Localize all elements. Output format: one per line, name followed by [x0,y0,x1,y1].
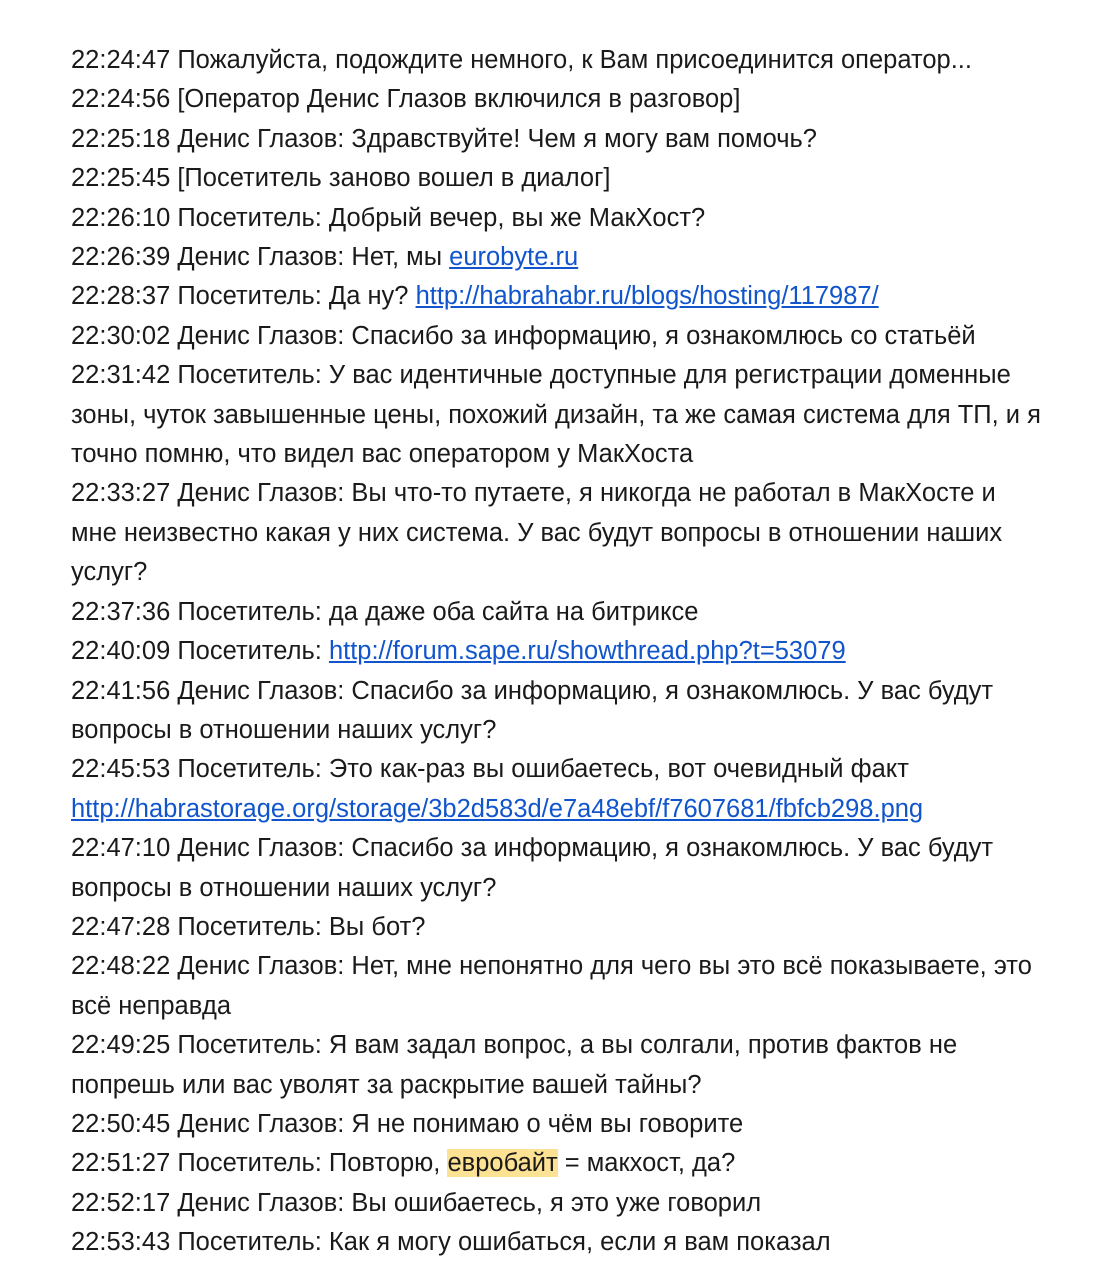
message-line [71,199,1046,238]
message-text: 22:52:17 Денис Глазов: Вы ошибаетесь, я это уже говорил [71,1188,762,1217]
highlighted-word: евробайт [447,1149,558,1178]
message-line [71,159,1046,198]
message-line [71,1105,1046,1144]
message-line [71,317,1046,356]
message-text: 22:28:37 Посетитель: Да ну? [71,282,416,311]
message-text: 22:37:36 Посетитель: да даже оба сайта на битриксе [71,597,699,626]
message-text: 22:40:09 Посетитель: [71,637,329,666]
message-line [71,1184,1046,1223]
message-text: 22:30:02 Денис Глазов: Спасибо за информацию, я ознакомлюсь со статьёй [71,321,976,350]
message-line [71,672,1046,751]
message-text: 22:33:27 Денис Глазов: Вы что-то путаете, я никогда не работал в МакХосте и мне неизвестно какая у них система. У вас будут вопросы в отношении наших услуг? [71,479,1003,587]
message-text: 22:41:56 Денис Глазов: Спасибо за информацию, я ознакомлюсь. У вас будут вопросы в отношении наших услуг? [71,676,994,744]
message-line [71,80,1046,119]
message-text: 22:47:10 Денис Глазов: Спасибо за информацию, я ознакомлюсь. У вас будут вопросы в отношении наших услуг? [71,834,994,902]
habrastorage-link[interactable]: http://habrastorage.org/storage/3b2d583d/e7a48ebf/f7607681/fbfcb298.png [71,794,924,823]
message-text: 22:25:45 [Посетитель заново вошел в диалог] [71,164,611,193]
message-line [71,120,1046,159]
message-text: 22:53:43 Посетитель: Как я могу ошибаться, если я вам показал [71,1228,831,1257]
message-text: 22:48:22 Денис Глазов: Нет, мне непонятно для чего вы это всё показываете, это всё неправда [71,952,1032,1020]
habrahabr-link[interactable]: http://habrahabr.ru/blogs/hosting/117987/ [415,282,879,311]
message-line [71,947,1046,1026]
message-line [71,277,1046,316]
message-line [71,632,1046,671]
message-text: 22:24:56 [Оператор Денис Глазов включился в разговор] [71,85,741,114]
message-line [71,1223,1046,1262]
message-line [71,750,1046,829]
message-line [71,238,1046,277]
message-line [71,41,1046,80]
message-line [71,829,1046,908]
message-text: 22:47:28 Посетитель: Вы бот? [71,912,426,941]
message-text: 22:31:42 Посетитель: У вас идентичные доступные для регистрации доменные зоны, чуток завышенные цены, похожий дизайн, та же самая система для ТП, и я точно помню, что видел вас оператором у МакХоста [71,361,1041,469]
message-text: 22:49:25 Посетитель: Я вам задал вопрос, а вы солгали, против фактов не попрешь или вас уволят за раскрытие вашей тайны? [71,1031,958,1099]
message-line [71,1026,1046,1105]
message-line [71,1144,1046,1183]
message-text: 22:26:39 Денис Глазов: Нет, мы [71,243,450,272]
message-text: 22:25:18 Денис Глазов: Здравствуйте! Чем я могу вам помочь? [71,124,817,153]
message-line [71,356,1046,474]
eurobyte-link[interactable]: eurobyte.ru [449,243,579,272]
sape-forum-link[interactable]: http://forum.sape.ru/showthread.php?t=53079 [328,637,846,666]
chat-transcript [71,41,1046,1263]
message-text: 22:51:27 Посетитель: Повторю, [71,1149,448,1178]
message-line [71,593,1046,632]
message-text-after: = макхост, да? [557,1149,736,1178]
message-text: 22:45:53 Посетитель: Это как-раз вы ошибаетесь, вот очевидный факт [71,755,909,784]
message-text: 22:50:45 Денис Глазов: Я не понимаю о чём вы говорите [71,1109,744,1138]
message-line [71,474,1046,592]
message-line [71,908,1046,947]
message-text: 22:24:47 Пожалуйста, подождите немного, к Вам присоединится оператор... [71,46,972,74]
message-text: 22:26:10 Посетитель: Добрый вечер, вы же МакХост? [71,203,706,232]
